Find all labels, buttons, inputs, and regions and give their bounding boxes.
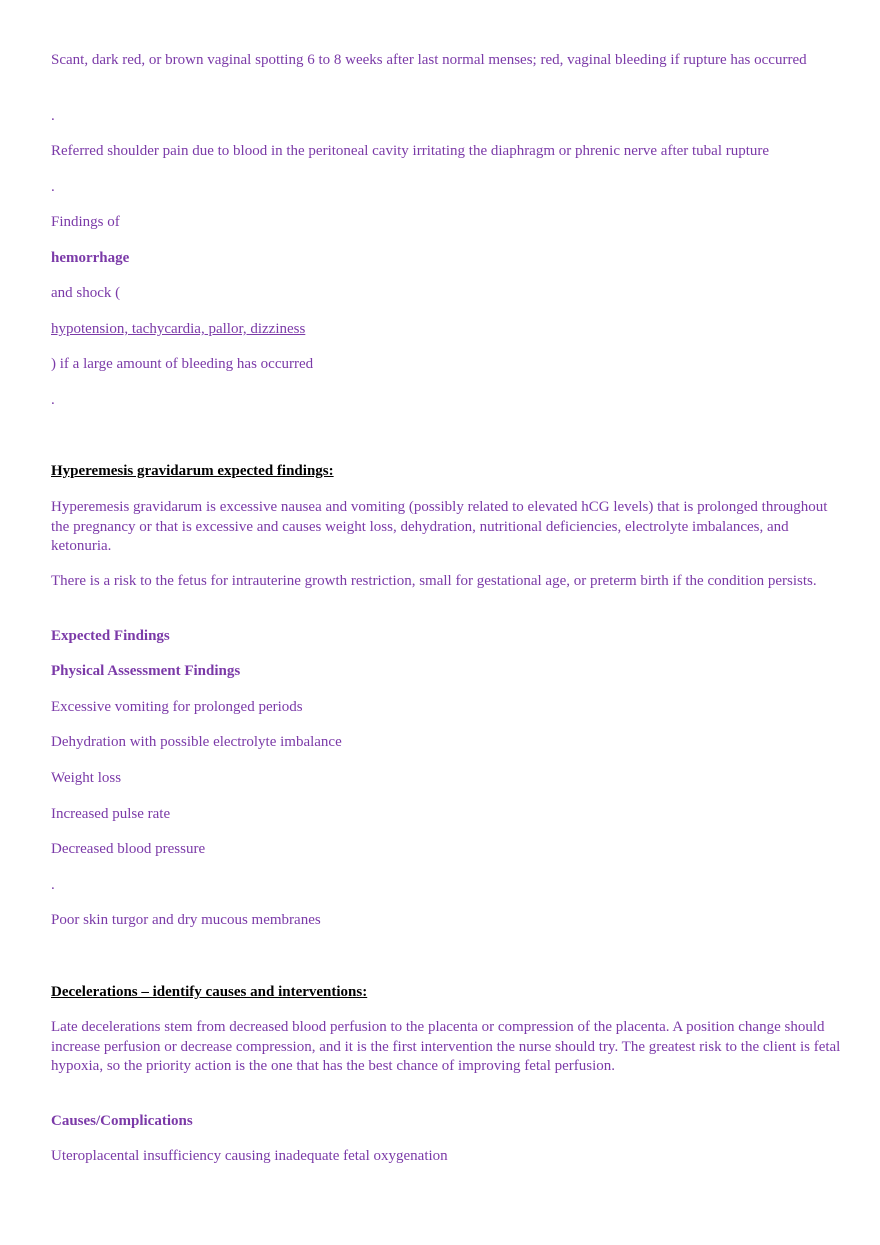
and-shock-text: and shock ( (51, 285, 121, 301)
finding-item: Decreased blood pressure (51, 841, 206, 857)
finding-item: Increased pulse rate (51, 806, 171, 822)
hemorrhage-text: hemorrhage (51, 250, 130, 266)
expected-findings-heading: Expected Findings (51, 628, 170, 644)
finding-item: Excessive vomiting for prolonged periods (51, 699, 303, 715)
separator-dot: . (51, 392, 55, 408)
finding-item: Weight loss (51, 770, 122, 786)
separator-dot: . (51, 179, 55, 195)
hyperemesis-heading: Hyperemesis gravidarum expected findings: (51, 463, 334, 479)
causes-heading: Causes/Complications (51, 1113, 193, 1129)
decelerations-heading: Decelerations – identify causes and interventions: (51, 984, 368, 1000)
shock-signs-underlined: hypotension, tachycardia, pallor, dizziness (51, 321, 306, 337)
late-decelerations-text: Late decelerations stem from decreased blood perfusion to the placenta or compression of the placenta. A position change should increase perfusion or decrease compression, and it is the first intervention the nurse should try. The greatest risk to the client is fetal hypoxia, so the priority action is the one that has the best chance of improving fetal perfusion. (51, 1019, 841, 1074)
large-bleeding-text: ) if a large amount of bleeding has occurred (51, 356, 314, 372)
finding-item: Dehydration with possible electrolyte imbalance (51, 734, 342, 750)
shoulder-pain-text: Referred shoulder pain due to blood in the peritoneal cavity irritating the diaphragm or phrenic nerve after tubal rupture (51, 143, 770, 159)
physical-assessment-heading: Physical Assessment Findings (51, 663, 241, 679)
separator-dot: . (51, 877, 55, 893)
findings-of-text: Findings of (51, 214, 120, 230)
shock-signs-text (51, 320, 841, 340)
separator-dot: . (51, 108, 55, 124)
hyperemesis-definition: Hyperemesis gravidarum is excessive nausea and vomiting (possibly related to elevated hCG levels) that is prolonged throughout the pregnancy or that is excessive and causes weight loss, dehydration, nutritional deficiencies, electrolyte imbalances, and ketonuria. (51, 499, 828, 554)
cause-item: Uteroplacental insufficiency causing inadequate fetal oxygenation (51, 1148, 448, 1164)
spotting-text: Scant, dark red, or brown vaginal spotting 6 to 8 weeks after last normal menses; red, vaginal bleeding if rupture has occurred (51, 52, 807, 68)
finding-item: Poor skin turgor and dry mucous membranes (51, 912, 321, 928)
hyperemesis-fetal-risk: There is a risk to the fetus for intrauterine growth restriction, small for gestational age, or preterm birth if the condition persists. (51, 573, 817, 589)
